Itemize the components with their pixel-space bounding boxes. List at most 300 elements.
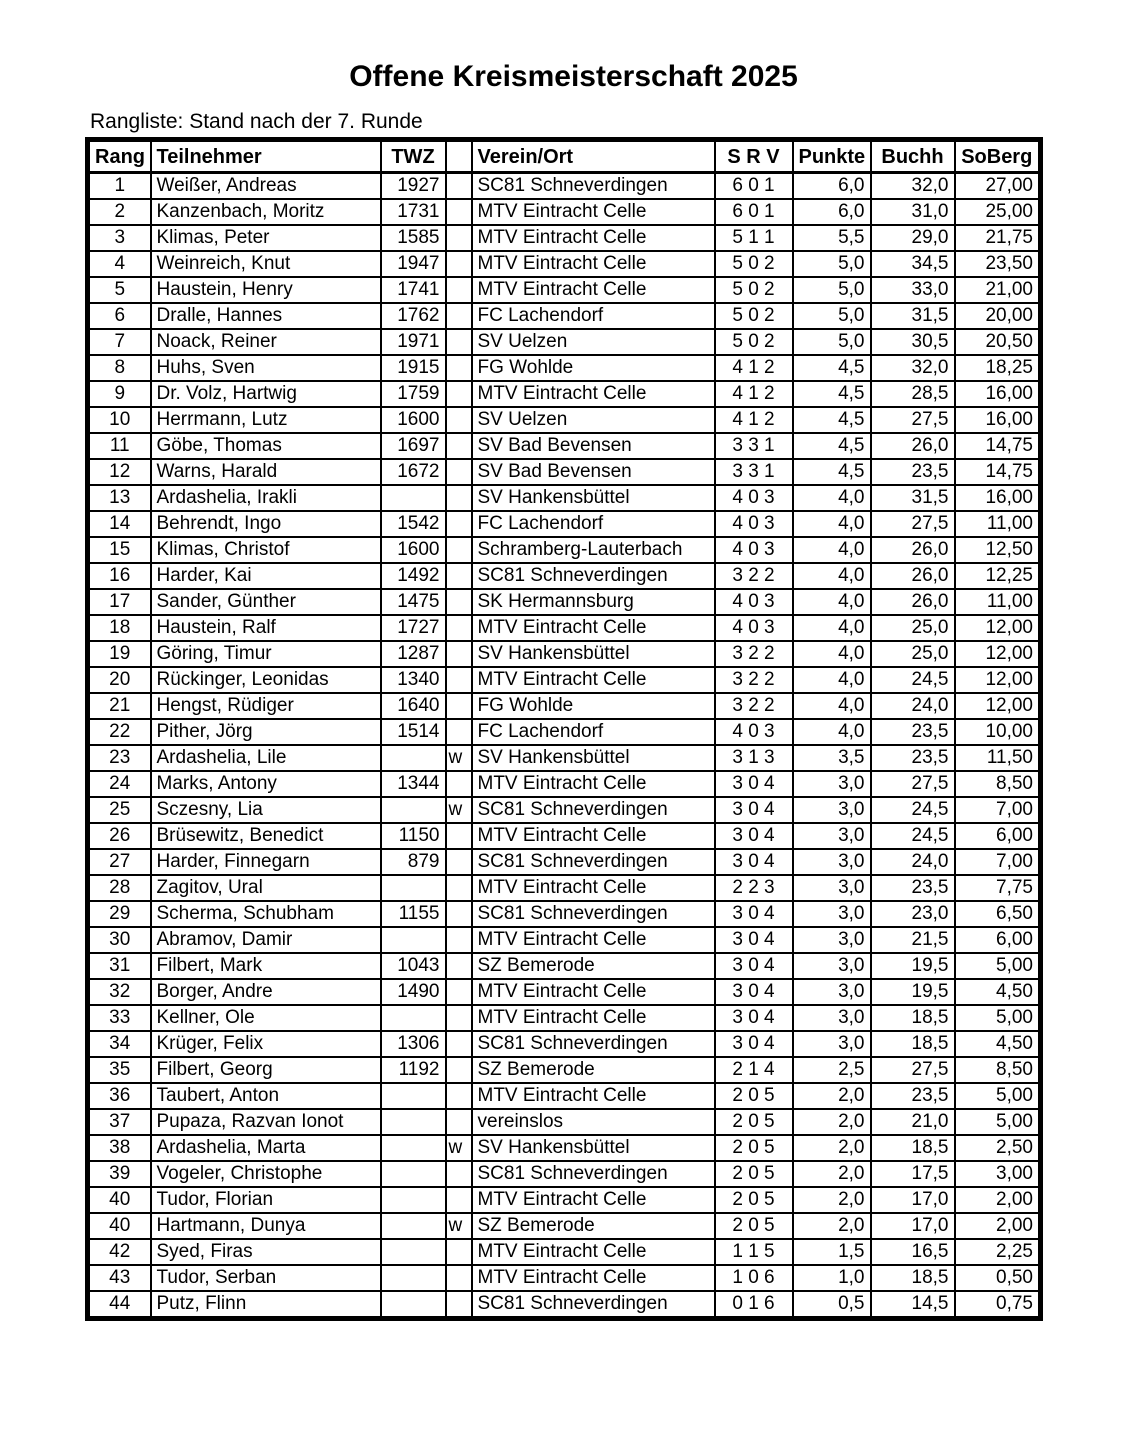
cell-twz: [381, 797, 446, 823]
cell-punkte: 2,0: [793, 1161, 871, 1187]
table-row: [88, 849, 1041, 875]
cell-verein: SC81 Schneverdingen: [472, 1031, 715, 1057]
cell-teilnehmer: Abramov, Damir: [151, 927, 381, 953]
cell-buchh: 27,5: [871, 771, 955, 797]
cell-punkte: 4,0: [793, 615, 871, 641]
cell-srv: 6 0 1: [715, 173, 793, 200]
cell-punkte: 4,0: [793, 511, 871, 537]
cell-w: [446, 719, 472, 745]
cell-buchh: 33,0: [871, 277, 955, 303]
cell-w: [446, 1239, 472, 1265]
cell-srv: 3 1 3: [715, 745, 793, 771]
cell-soberg: 12,25: [955, 563, 1041, 589]
cell-rang: 12: [88, 459, 151, 485]
cell-punkte: 5,5: [793, 225, 871, 251]
cell-soberg: 11,00: [955, 589, 1041, 615]
cell-soberg: 16,00: [955, 485, 1041, 511]
cell-rang: 31: [88, 953, 151, 979]
cell-srv: 2 0 5: [715, 1187, 793, 1213]
cell-soberg: 3,00: [955, 1161, 1041, 1187]
cell-teilnehmer: Hengst, Rüdiger: [151, 693, 381, 719]
cell-soberg: 5,00: [955, 1109, 1041, 1135]
cell-teilnehmer: Ardashelia, Irakli: [151, 485, 381, 511]
cell-buchh: 30,5: [871, 329, 955, 355]
cell-punkte: 3,5: [793, 745, 871, 771]
cell-soberg: 6,00: [955, 823, 1041, 849]
cell-twz: 1492: [381, 563, 446, 589]
cell-twz: [381, 1161, 446, 1187]
cell-twz: 1762: [381, 303, 446, 329]
cell-twz: 1741: [381, 277, 446, 303]
table-row: [88, 329, 1041, 355]
cell-buchh: 34,5: [871, 251, 955, 277]
table-row: [88, 381, 1041, 407]
cell-verein: SV Uelzen: [472, 407, 715, 433]
cell-verein: SV Bad Bevensen: [472, 459, 715, 485]
table-body: [88, 173, 1041, 1319]
cell-rang: 2: [88, 199, 151, 225]
cell-rang: 44: [88, 1291, 151, 1319]
cell-verein: vereinslos: [472, 1109, 715, 1135]
cell-rang: 16: [88, 563, 151, 589]
cell-w: [446, 1109, 472, 1135]
cell-twz: [381, 1187, 446, 1213]
cell-rang: 15: [88, 537, 151, 563]
cell-verein: SV Hankensbüttel: [472, 485, 715, 511]
header-punkte: Punkte: [793, 140, 871, 173]
cell-soberg: 0,75: [955, 1291, 1041, 1319]
cell-rang: 27: [88, 849, 151, 875]
cell-soberg: 8,50: [955, 1057, 1041, 1083]
table-row: [88, 251, 1041, 277]
cell-rang: 38: [88, 1135, 151, 1161]
cell-twz: [381, 1265, 446, 1291]
cell-teilnehmer: Noack, Reiner: [151, 329, 381, 355]
table-row: [88, 719, 1041, 745]
cell-buchh: 24,5: [871, 823, 955, 849]
cell-verein: MTV Eintracht Celle: [472, 875, 715, 901]
cell-rang: 22: [88, 719, 151, 745]
page-subtitle: Rangliste: Stand nach der 7. Runde: [90, 110, 423, 133]
table-header-row: [88, 140, 1041, 173]
cell-twz: [381, 745, 446, 771]
cell-srv: 1 0 6: [715, 1265, 793, 1291]
cell-srv: 3 3 1: [715, 459, 793, 485]
table-row: [88, 979, 1041, 1005]
cell-w: w: [446, 797, 472, 823]
cell-srv: 5 0 2: [715, 303, 793, 329]
cell-rang: 42: [88, 1239, 151, 1265]
cell-rang: 23: [88, 745, 151, 771]
cell-teilnehmer: Sczesny, Lia: [151, 797, 381, 823]
cell-twz: 1514: [381, 719, 446, 745]
cell-buchh: 18,5: [871, 1135, 955, 1161]
cell-verein: SZ Bemerode: [472, 1213, 715, 1239]
cell-rang: 7: [88, 329, 151, 355]
cell-verein: MTV Eintracht Celle: [472, 979, 715, 1005]
cell-soberg: 2,00: [955, 1187, 1041, 1213]
cell-srv: 4 0 3: [715, 485, 793, 511]
cell-teilnehmer: Tudor, Florian: [151, 1187, 381, 1213]
cell-w: [446, 303, 472, 329]
cell-teilnehmer: Krüger, Felix: [151, 1031, 381, 1057]
cell-verein: SC81 Schneverdingen: [472, 901, 715, 927]
cell-srv: 3 0 4: [715, 823, 793, 849]
cell-srv: 2 2 3: [715, 875, 793, 901]
cell-soberg: 5,00: [955, 953, 1041, 979]
cell-srv: 5 0 2: [715, 251, 793, 277]
cell-twz: 1600: [381, 537, 446, 563]
cell-punkte: 3,0: [793, 927, 871, 953]
table-row: [88, 459, 1041, 485]
cell-teilnehmer: Kanzenbach, Moritz: [151, 199, 381, 225]
cell-punkte: 5,0: [793, 329, 871, 355]
cell-twz: 1947: [381, 251, 446, 277]
table-row: [88, 303, 1041, 329]
cell-verein: SV Hankensbüttel: [472, 1135, 715, 1161]
cell-verein: MTV Eintracht Celle: [472, 823, 715, 849]
cell-rang: 14: [88, 511, 151, 537]
table-row: [88, 953, 1041, 979]
cell-punkte: 3,0: [793, 1031, 871, 1057]
cell-teilnehmer: Harder, Kai: [151, 563, 381, 589]
table-row: [88, 589, 1041, 615]
cell-w: [446, 459, 472, 485]
header-rang: Rang: [88, 140, 151, 173]
cell-twz: 1155: [381, 901, 446, 927]
cell-rang: 5: [88, 277, 151, 303]
table-row: [88, 771, 1041, 797]
cell-twz: [381, 485, 446, 511]
cell-srv: 4 1 2: [715, 355, 793, 381]
cell-punkte: 4,0: [793, 589, 871, 615]
cell-srv: 4 0 3: [715, 511, 793, 537]
cell-teilnehmer: Klimas, Christof: [151, 537, 381, 563]
cell-srv: 3 2 2: [715, 563, 793, 589]
cell-buchh: 24,0: [871, 849, 955, 875]
cell-soberg: 11,00: [955, 511, 1041, 537]
cell-twz: [381, 1239, 446, 1265]
cell-soberg: 7,75: [955, 875, 1041, 901]
table-row: [88, 641, 1041, 667]
table-row: [88, 1135, 1041, 1161]
cell-punkte: 2,0: [793, 1187, 871, 1213]
cell-srv: 3 0 4: [715, 849, 793, 875]
cell-srv: 4 0 3: [715, 589, 793, 615]
cell-buchh: 23,5: [871, 459, 955, 485]
cell-twz: 1697: [381, 433, 446, 459]
page-title: Offene Kreismeisterschaft 2025: [349, 60, 798, 93]
cell-buchh: 25,0: [871, 615, 955, 641]
cell-rang: 32: [88, 979, 151, 1005]
cell-teilnehmer: Tudor, Serban: [151, 1265, 381, 1291]
cell-teilnehmer: Pupaza, Razvan Ionot: [151, 1109, 381, 1135]
cell-buchh: 27,5: [871, 1057, 955, 1083]
cell-w: [446, 823, 472, 849]
cell-teilnehmer: Huhs, Sven: [151, 355, 381, 381]
cell-punkte: 3,0: [793, 823, 871, 849]
cell-buchh: 23,5: [871, 875, 955, 901]
cell-srv: 3 2 2: [715, 667, 793, 693]
cell-soberg: 2,50: [955, 1135, 1041, 1161]
cell-punkte: 4,5: [793, 381, 871, 407]
cell-w: [446, 225, 472, 251]
cell-w: [446, 1031, 472, 1057]
table-row: [88, 1109, 1041, 1135]
cell-teilnehmer: Harder, Finnegarn: [151, 849, 381, 875]
cell-twz: 1475: [381, 589, 446, 615]
cell-w: [446, 251, 472, 277]
cell-buchh: 21,0: [871, 1109, 955, 1135]
cell-twz: 1340: [381, 667, 446, 693]
cell-soberg: 27,00: [955, 173, 1041, 200]
cell-buchh: 23,5: [871, 1083, 955, 1109]
cell-teilnehmer: Vogeler, Christophe: [151, 1161, 381, 1187]
table-row: [88, 563, 1041, 589]
cell-srv: 3 0 4: [715, 797, 793, 823]
cell-soberg: 12,00: [955, 667, 1041, 693]
table-row: [88, 1057, 1041, 1083]
cell-punkte: 3,0: [793, 1005, 871, 1031]
cell-verein: SK Hermannsburg: [472, 589, 715, 615]
cell-twz: 1542: [381, 511, 446, 537]
cell-verein: MTV Eintracht Celle: [472, 199, 715, 225]
cell-verein: SV Uelzen: [472, 329, 715, 355]
cell-twz: [381, 1005, 446, 1031]
cell-w: [446, 277, 472, 303]
cell-buchh: 27,5: [871, 511, 955, 537]
header-srv: S R V: [715, 140, 793, 173]
cell-verein: SV Hankensbüttel: [472, 641, 715, 667]
table-row: [88, 225, 1041, 251]
cell-srv: 3 0 4: [715, 901, 793, 927]
cell-twz: [381, 927, 446, 953]
cell-buchh: 24,5: [871, 667, 955, 693]
table-row: [88, 745, 1041, 771]
cell-twz: 1759: [381, 381, 446, 407]
cell-teilnehmer: Kellner, Ole: [151, 1005, 381, 1031]
cell-punkte: 5,0: [793, 303, 871, 329]
table-row: [88, 693, 1041, 719]
cell-buchh: 18,5: [871, 1005, 955, 1031]
table-row: [88, 823, 1041, 849]
cell-verein: SC81 Schneverdingen: [472, 1291, 715, 1319]
cell-w: [446, 693, 472, 719]
cell-teilnehmer: Haustein, Ralf: [151, 615, 381, 641]
cell-rang: 36: [88, 1083, 151, 1109]
cell-soberg: 23,50: [955, 251, 1041, 277]
cell-buchh: 17,0: [871, 1187, 955, 1213]
cell-verein: SZ Bemerode: [472, 953, 715, 979]
table-row: [88, 797, 1041, 823]
cell-twz: 1585: [381, 225, 446, 251]
table-row: [88, 433, 1041, 459]
cell-buchh: 19,5: [871, 953, 955, 979]
cell-punkte: 2,0: [793, 1109, 871, 1135]
cell-soberg: 18,25: [955, 355, 1041, 381]
cell-teilnehmer: Ardashelia, Lile: [151, 745, 381, 771]
table-row: [88, 1005, 1041, 1031]
cell-srv: 3 0 4: [715, 1005, 793, 1031]
cell-buchh: 29,0: [871, 225, 955, 251]
cell-buchh: 31,5: [871, 303, 955, 329]
cell-soberg: 12,50: [955, 537, 1041, 563]
cell-teilnehmer: Filbert, Mark: [151, 953, 381, 979]
table-row: [88, 1187, 1041, 1213]
cell-buchh: 17,0: [871, 1213, 955, 1239]
cell-rang: 26: [88, 823, 151, 849]
cell-buchh: 26,0: [871, 537, 955, 563]
table-row: [88, 485, 1041, 511]
cell-w: [446, 1057, 472, 1083]
cell-rang: 43: [88, 1265, 151, 1291]
header-w: [446, 140, 472, 173]
table-row: [88, 407, 1041, 433]
cell-w: [446, 355, 472, 381]
cell-punkte: 4,0: [793, 563, 871, 589]
cell-soberg: 20,00: [955, 303, 1041, 329]
cell-w: [446, 563, 472, 589]
cell-soberg: 12,00: [955, 615, 1041, 641]
table-row: [88, 277, 1041, 303]
cell-rang: 28: [88, 875, 151, 901]
cell-verein: FG Wohlde: [472, 355, 715, 381]
cell-punkte: 2,0: [793, 1213, 871, 1239]
cell-twz: 879: [381, 849, 446, 875]
cell-teilnehmer: Borger, Andre: [151, 979, 381, 1005]
cell-twz: 1600: [381, 407, 446, 433]
cell-w: [446, 667, 472, 693]
table-row: [88, 1083, 1041, 1109]
cell-rang: 21: [88, 693, 151, 719]
cell-soberg: 11,50: [955, 745, 1041, 771]
cell-w: [446, 407, 472, 433]
table-row: [88, 1291, 1041, 1319]
cell-twz: 1043: [381, 953, 446, 979]
cell-srv: 2 0 5: [715, 1213, 793, 1239]
cell-verein: MTV Eintracht Celle: [472, 615, 715, 641]
cell-soberg: 16,00: [955, 381, 1041, 407]
cell-punkte: 3,0: [793, 901, 871, 927]
cell-srv: 2 1 4: [715, 1057, 793, 1083]
cell-soberg: 5,00: [955, 1005, 1041, 1031]
cell-rang: 34: [88, 1031, 151, 1057]
cell-verein: SC81 Schneverdingen: [472, 563, 715, 589]
cell-srv: 2 0 5: [715, 1109, 793, 1135]
cell-soberg: 21,00: [955, 277, 1041, 303]
cell-twz: 1731: [381, 199, 446, 225]
cell-teilnehmer: Filbert, Georg: [151, 1057, 381, 1083]
cell-punkte: 6,0: [793, 173, 871, 200]
cell-soberg: 20,50: [955, 329, 1041, 355]
cell-teilnehmer: Brüsewitz, Benedict: [151, 823, 381, 849]
cell-soberg: 10,00: [955, 719, 1041, 745]
cell-punkte: 4,0: [793, 693, 871, 719]
cell-teilnehmer: Dralle, Hannes: [151, 303, 381, 329]
cell-rang: 19: [88, 641, 151, 667]
cell-punkte: 4,0: [793, 667, 871, 693]
cell-punkte: 3,0: [793, 953, 871, 979]
cell-srv: 3 2 2: [715, 641, 793, 667]
table-row: [88, 667, 1041, 693]
cell-punkte: 4,0: [793, 719, 871, 745]
cell-w: [446, 953, 472, 979]
cell-srv: 3 0 4: [715, 771, 793, 797]
cell-soberg: 7,00: [955, 849, 1041, 875]
cell-punkte: 1,5: [793, 1239, 871, 1265]
cell-soberg: 12,00: [955, 693, 1041, 719]
cell-twz: 1344: [381, 771, 446, 797]
cell-rang: 35: [88, 1057, 151, 1083]
cell-w: [446, 641, 472, 667]
cell-punkte: 1,0: [793, 1265, 871, 1291]
cell-verein: FC Lachendorf: [472, 719, 715, 745]
cell-twz: [381, 875, 446, 901]
cell-srv: 3 2 2: [715, 693, 793, 719]
cell-twz: 1490: [381, 979, 446, 1005]
cell-verein: FC Lachendorf: [472, 511, 715, 537]
cell-srv: 4 1 2: [715, 407, 793, 433]
cell-soberg: 16,00: [955, 407, 1041, 433]
cell-punkte: 4,5: [793, 407, 871, 433]
cell-buchh: 31,0: [871, 199, 955, 225]
cell-w: [446, 589, 472, 615]
cell-buchh: 31,5: [871, 485, 955, 511]
cell-srv: 0 1 6: [715, 1291, 793, 1319]
cell-buchh: 26,0: [871, 433, 955, 459]
cell-soberg: 4,50: [955, 979, 1041, 1005]
cell-twz: 1672: [381, 459, 446, 485]
cell-buchh: 32,0: [871, 173, 955, 200]
cell-verein: SV Bad Bevensen: [472, 433, 715, 459]
cell-rang: 25: [88, 797, 151, 823]
cell-teilnehmer: Weinreich, Knut: [151, 251, 381, 277]
cell-w: w: [446, 1213, 472, 1239]
cell-srv: 2 0 5: [715, 1161, 793, 1187]
cell-buchh: 27,5: [871, 407, 955, 433]
cell-twz: [381, 1083, 446, 1109]
cell-teilnehmer: Taubert, Anton: [151, 1083, 381, 1109]
cell-twz: 1727: [381, 615, 446, 641]
cell-soberg: 14,75: [955, 459, 1041, 485]
cell-buchh: 16,5: [871, 1239, 955, 1265]
cell-punkte: 6,0: [793, 199, 871, 225]
cell-teilnehmer: Putz, Flinn: [151, 1291, 381, 1319]
cell-w: [446, 433, 472, 459]
cell-srv: 4 1 2: [715, 381, 793, 407]
cell-soberg: 5,00: [955, 1083, 1041, 1109]
cell-w: [446, 1291, 472, 1319]
cell-rang: 40: [88, 1213, 151, 1239]
cell-punkte: 3,0: [793, 875, 871, 901]
cell-twz: 1192: [381, 1057, 446, 1083]
cell-teilnehmer: Göbe, Thomas: [151, 433, 381, 459]
cell-srv: 4 0 3: [715, 537, 793, 563]
cell-rang: 10: [88, 407, 151, 433]
cell-w: [446, 927, 472, 953]
cell-buchh: 17,5: [871, 1161, 955, 1187]
cell-rang: 30: [88, 927, 151, 953]
cell-buchh: 24,5: [871, 797, 955, 823]
table-row: [88, 1239, 1041, 1265]
cell-verein: SC81 Schneverdingen: [472, 173, 715, 200]
table-row: [88, 537, 1041, 563]
cell-verein: MTV Eintracht Celle: [472, 381, 715, 407]
cell-twz: [381, 1135, 446, 1161]
cell-punkte: 4,5: [793, 433, 871, 459]
cell-teilnehmer: Zagitov, Ural: [151, 875, 381, 901]
cell-rang: 3: [88, 225, 151, 251]
